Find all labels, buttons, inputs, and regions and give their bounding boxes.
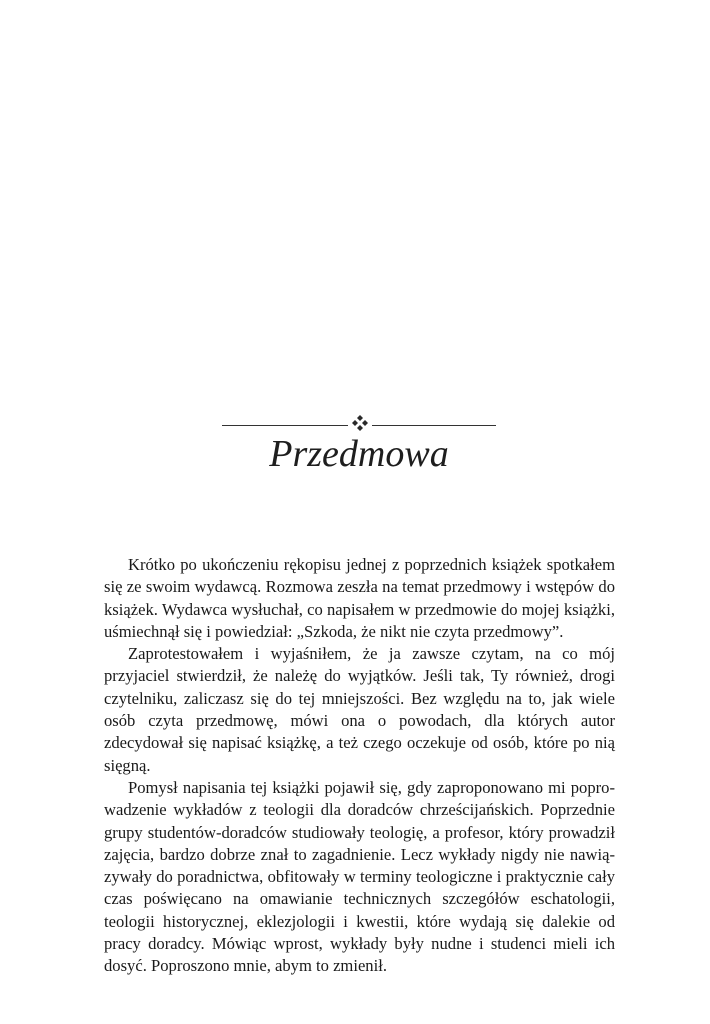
title-rule-right <box>372 425 496 426</box>
chapter-title: Przedmowa <box>269 433 449 475</box>
paragraph: Zaprotestowałem i wyjaśniłem, że ja zawsze czytam, na co mój przyjaciel stwierdził, że należę do wyjątków. Jeśli tak, Ty również, drogi czytelniku, zaliczasz się do tej mniejszości. Bez względu na to, jak wiele osób czyta przedmowę, mówi ona o powodach, dla których autor zdecydował się napisać książkę, a też czego oczekuje od osób, które po nią sięgną. <box>104 644 615 775</box>
paragraph: Krótko po ukończeniu rękopisu jednej z poprzednich książek spotkałem się ze swoim wydawcą. Rozmowa zeszła na temat przedmowy i wstępów do książek. Wydawca wysłuchał, co napisałem w przedmowie do mojej książki, uśmiechnął się i powiedział: „Szkoda, że nikt nie czyta przedmowy”. <box>104 555 615 641</box>
title-rule-left <box>222 425 348 426</box>
paragraph: Pomysł napisania tej książki pojawił się, gdy zaproponowano mi poprowadzenie wykładów z teologii dla doradców chrześcijańskich. Poprzednie grupy studentów-doradców studiowały teologię, a profesor, który prowadził zajęcia, bardzo dobrze znał to zagadnienie. Lecz wykłady nigdy nie nawiązywały do poradnictwa, obfitowały w terminy teologiczne i praktycznie cały czas poświęcano na omawianie technicznych szczegółów eschatologii, teologii historycznej, eklezjologii i kwestii, które wydają się dalekie od pracy doradcy. Mówiąc wprost, wykłady były nudne i studenci mieli ich dosyć. Poproszono mnie, abym to zmienił. <box>104 777 615 976</box>
body-text <box>104 554 615 978</box>
